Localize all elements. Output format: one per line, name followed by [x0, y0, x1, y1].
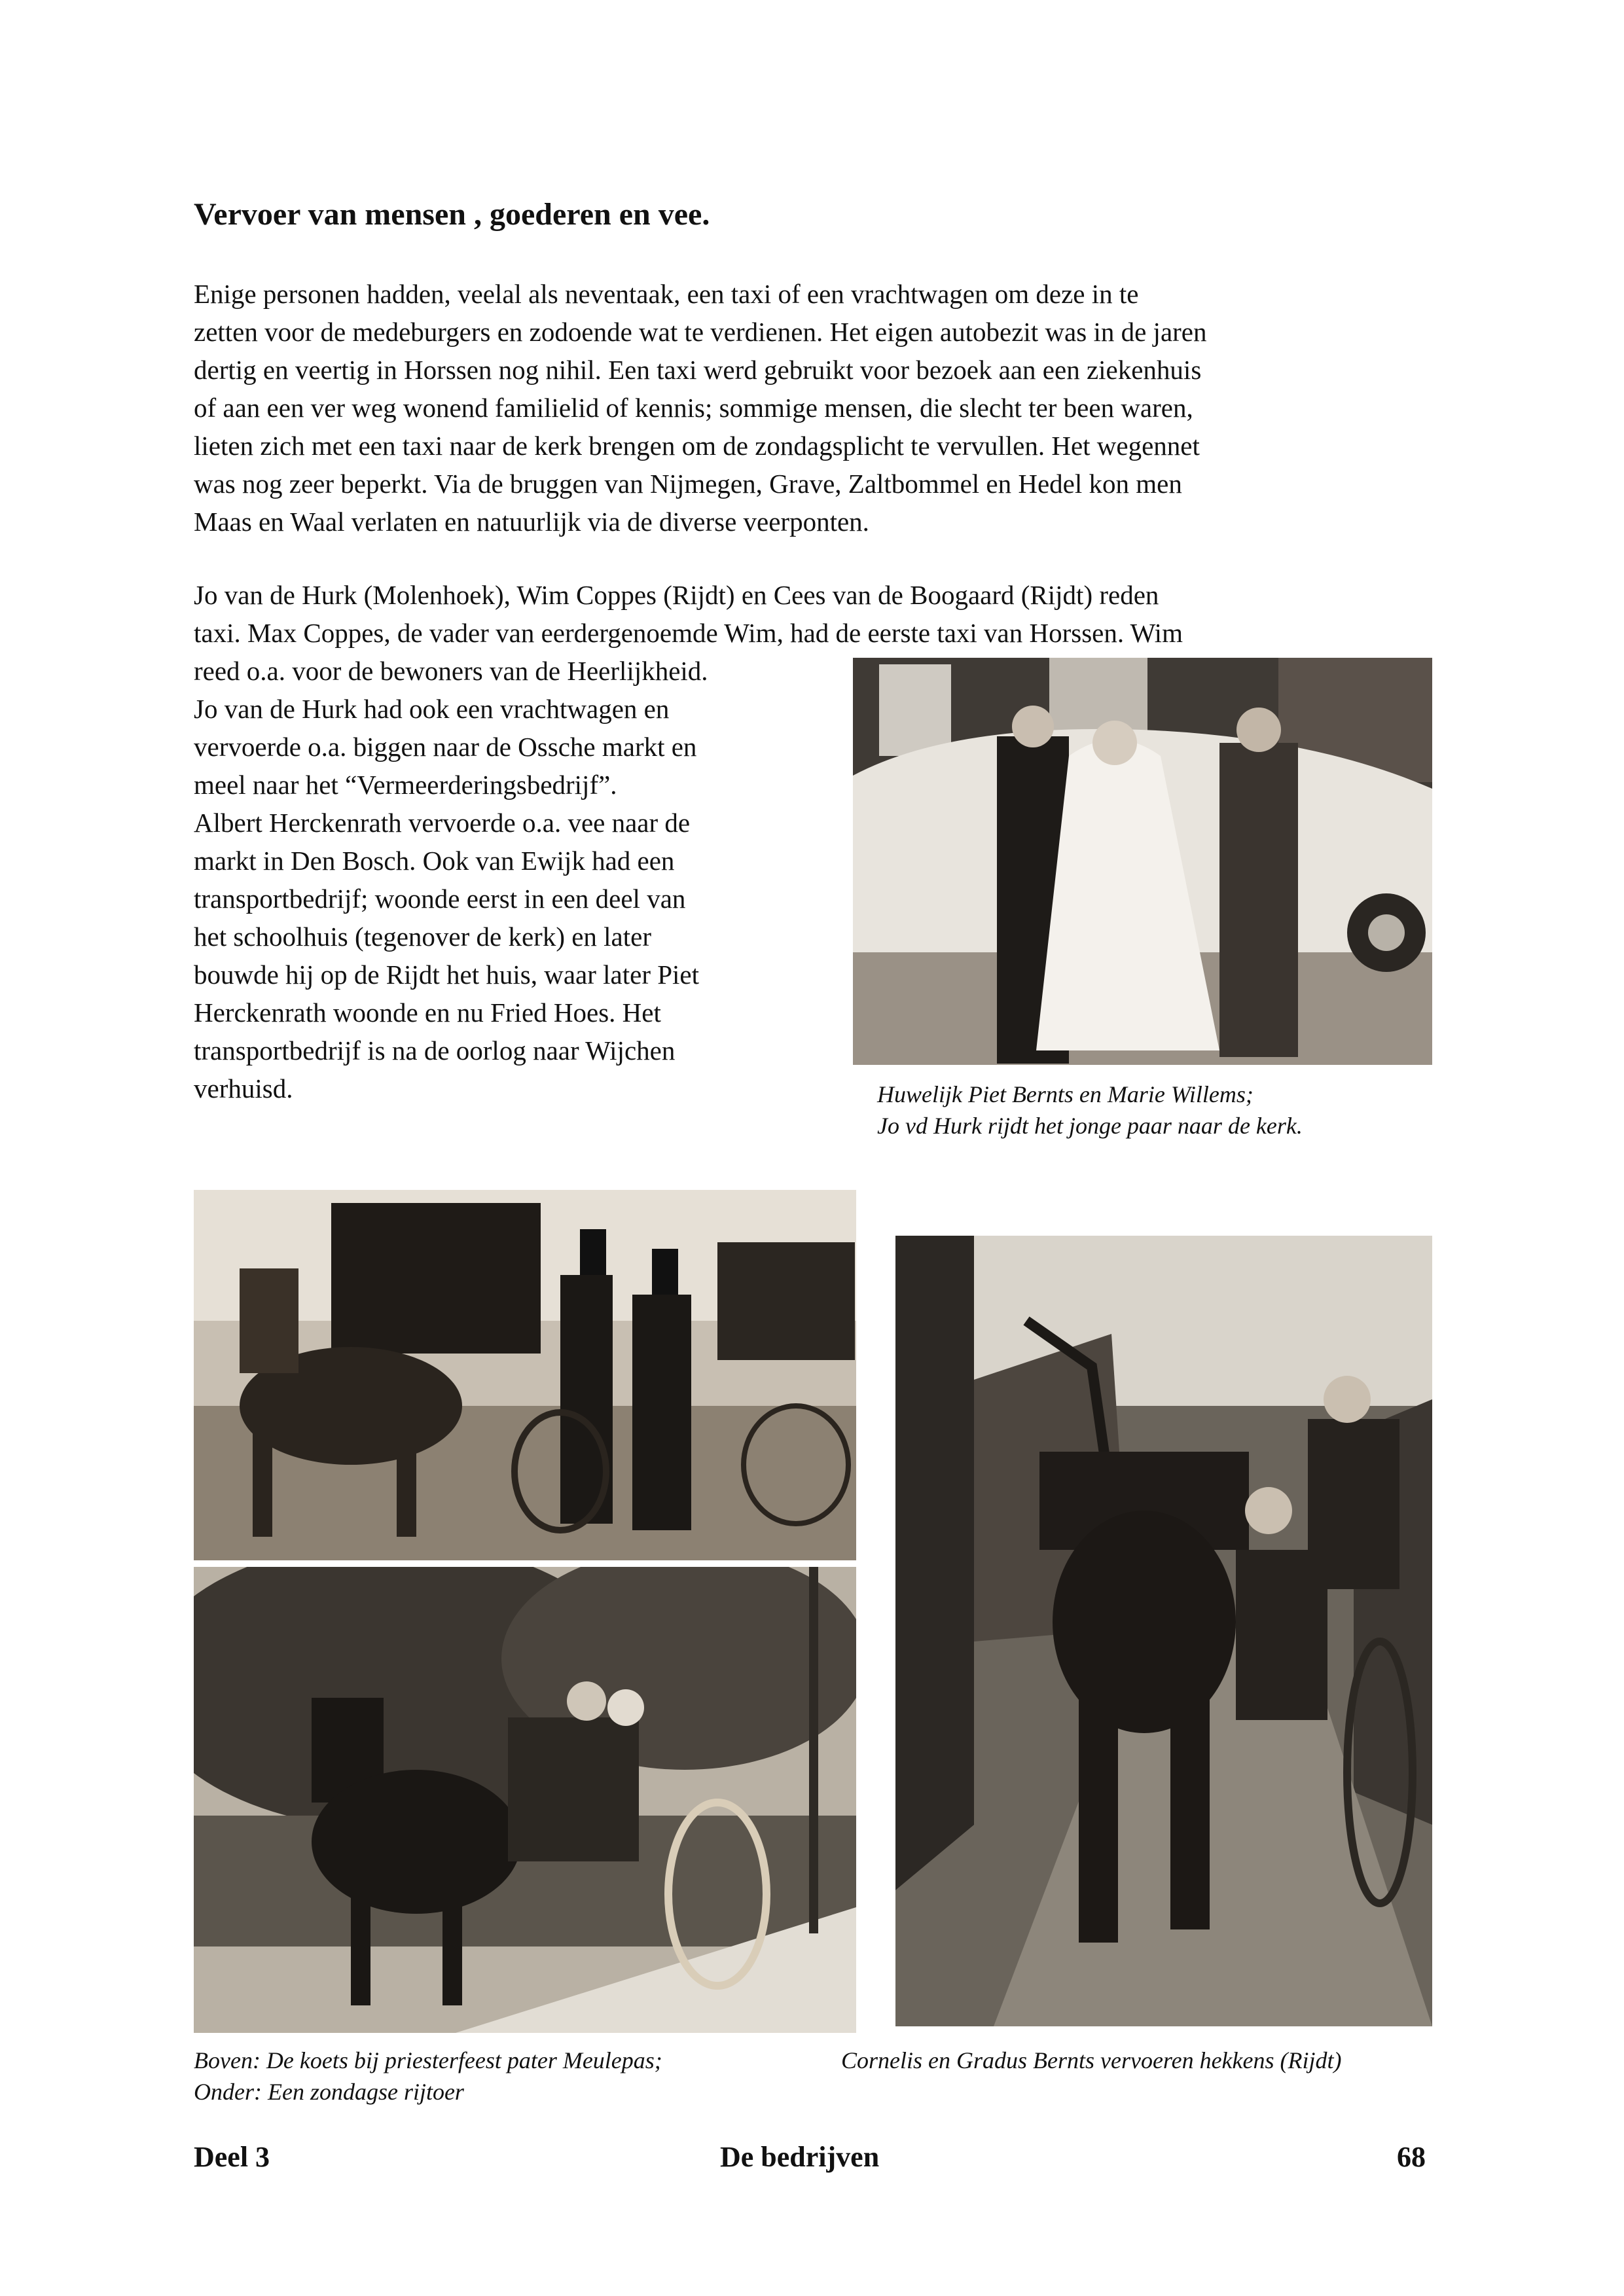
footer-section: De bedrijven [720, 2141, 880, 2173]
text-line: lieten zich met een taxi naar de kerk brengen om de zondagsplicht te vervullen. Het wegennet [194, 431, 1200, 461]
text-line: markt in Den Bosch. Ook van Ewijk had een [194, 846, 675, 876]
text-line: Herckenrath woonde en nu Fried Hoes. Het [194, 997, 661, 1028]
caption-line: Onder: Een zondagse rijtoer [194, 2079, 464, 2105]
taxi-paragraph [194, 576, 1437, 652]
text-line: Jo van de Hurk had ook een vrachtwagen en [194, 694, 670, 724]
text-line: Albert Herckenrath vervoerde o.a. vee naar de [194, 808, 691, 838]
text-line: zetten voor de medeburgers en zodoende wat te verdienen. Het eigen autobezit was in de jaren [194, 317, 1207, 347]
text-line: transportbedrijf; woonde eerst in een deel van [194, 884, 686, 914]
horse-cart-fences-photo [895, 1236, 1432, 2026]
text-line: of aan een ver weg wonend familielid of kennis; sommige mensen, die slecht ter been waren, [194, 393, 1193, 423]
caption-line: Jo vd Hurk rijdt het jonge paar naar de kerk. [877, 1113, 1303, 1139]
intro-paragraph [194, 275, 1437, 541]
text-line: verhuisd. [194, 1073, 293, 1103]
caption-line: Cornelis en Gradus Bernts vervoeren hekkens (Rijdt) [841, 2047, 1342, 2073]
text-line: vervoerde o.a. biggen naar de Ossche markt en [194, 732, 697, 762]
page-title: Vervoer van mensen , goederen en vee. [194, 197, 710, 232]
text-line: meel naar het “Vermeerderingsbedrijf”. [194, 770, 617, 800]
sunday-ride-photo [194, 1567, 856, 2033]
right-photo-caption [841, 2045, 1341, 2076]
left-photos-caption [194, 2045, 662, 2108]
text-line: reed o.a. voor de bewoners van de Heerlijkheid. [194, 656, 708, 686]
text-line: dertig en veertig in Horssen nog nihil. Een taxi werd gebruikt voor bezoek aan een ziekenhuis [194, 355, 1202, 385]
text-line: transportbedrijf is na de oorlog naar Wijchen [194, 1035, 676, 1066]
footer-part: Deel 3 [194, 2141, 270, 2173]
footer-page-number: 68 [1397, 2141, 1426, 2173]
text-line: het schoolhuis (tegenover de kerk) en later [194, 922, 652, 952]
carriage-priest-feast-photo [194, 1190, 856, 1560]
text-line: bouwde hij op de Rijdt het huis, waar later Piet [194, 960, 700, 990]
text-line: taxi. Max Coppes, de vader van eerdergenoemde Wim, had de eerste taxi van Horssen. Wim [194, 618, 1183, 648]
transport-column-paragraph [194, 652, 822, 1107]
text-line: Enige personen hadden, veelal als neventaak, een taxi of een vrachtwagen om deze in te [194, 279, 1139, 309]
wedding-caption [877, 1079, 1303, 1141]
wedding-car-photo [853, 658, 1432, 1065]
text-line: Maas en Waal verlaten en natuurlijk via de diverse veerponten. [194, 507, 869, 537]
caption-line: Huwelijk Piet Bernts en Marie Willems; [877, 1081, 1254, 1107]
caption-line: Boven: De koets bij priesterfeest pater Meulepas; [194, 2047, 662, 2073]
text-line: was nog zeer beperkt. Via de bruggen van Nijmegen, Grave, Zaltbommel en Hedel kon men [194, 469, 1182, 499]
text-line: Jo van de Hurk (Molenhoek), Wim Coppes (Rijdt) en Cees van de Boogaard (Rijdt) reden [194, 580, 1159, 610]
